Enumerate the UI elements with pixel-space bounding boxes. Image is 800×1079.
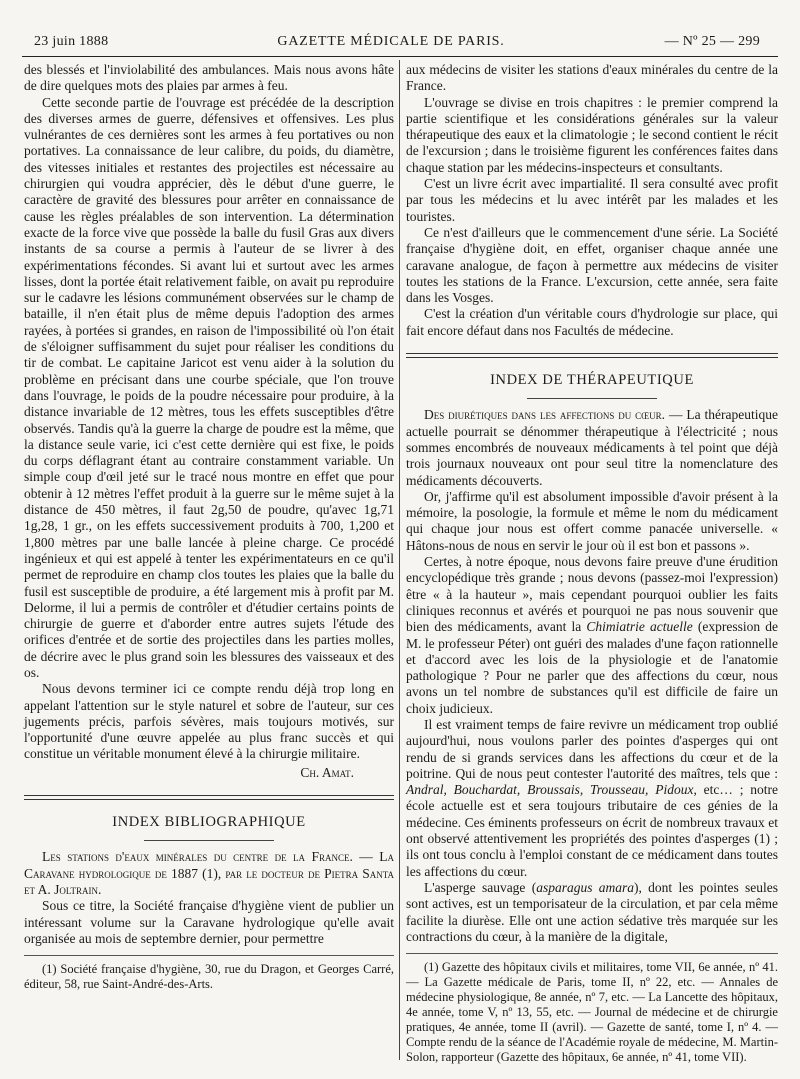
paragraph: aux médecins de visiter les stations d'eaux minérales du centre de la France. — [406, 62, 778, 94]
footnote-rule — [406, 953, 778, 954]
paragraph — [406, 717, 778, 880]
author-signature: Ch. Amat. — [300, 764, 354, 780]
paragraph — [406, 554, 778, 717]
bibliography-entry: Les stations d'eaux minérales du centre de la France. — La Caravane hydrologique de 1887 (1), par le docteur de Pietra Santa et A. Joltrain. — [24, 849, 394, 897]
footnote: (1) Gazette des hôpitaux civils et militaires, tome VII, 6e année, nº 41. — La Gazette médicale de Paris, tome II, nº 22, etc. — Annales de médecine physiologique, 8e année, nº 7, etc. — La Lancette des hôpitaux, 4e année, tome V, nº 13, 55, etc. — Journal de médecine et de chirurgie pratiques, 4e année, tome II (avril). — Gazette de santé, tome I, nº 4. — Compte rendu de la séance de l'Académie royale de médecine, M. Martin-Solon, rapporteur (Gazette des hôpitaux, 6e année, nº 41, tome VII). — [406, 960, 778, 1065]
paragraph: Nous devons terminer ici ce compte rendu déjà trop long en appelant l'attention sur le style naturel et sobre de l'auteur, sur ces jugements précis, parfois sévères, mais toujours motivés, sur l'opportunité d'une œuvre appelée au plus franc succès et qui constitue un véritable monument élevé à la chirurgie militaire. — [24, 681, 394, 762]
lead-text: — La thérapeutique actuelle pourrait se dénommer thérapeutique à l'électricité ; nous sommes encombrés de nouveaux médicaments à tel point que déjà trois journaux nouveaux ont pour seul titre la nomenclature des médicaments découverts. — [406, 407, 778, 488]
paragraph: des blessés et l'inviolabilité des ambulances. Mais nous avons hâte de dire quelques mots des plaies par armes à feu. — [24, 62, 394, 94]
section-title: INDEX BIBLIOGRAPHIQUE — [112, 814, 306, 831]
paragraph: L'ouvrage se divise en trois chapitres : le premier comprend la partie scientifique et les considérations générales sur la valeur thérapeutique des eaux et la climatologie ; le second contient le récit de l'excursion ; dans le troisième figurent les conférences faites dans chaque station par les médecins-inspecteurs et consultants. — [406, 94, 778, 175]
text-run: Certes, à notre époque, nous devons faire preuve d'une érudition encyclopédique très grande ; nous devons (passez-moi l'expression) être « à la hauteur », mais cependant pourquoi oublier les faits cliniques reconnus et avérés et pourquoi ne pas nous souvenir que bien des médicaments, avant la — [406, 554, 778, 635]
paragraph: Or, j'affirme qu'il est absolument impossible d'avoir présent à la mémoire, la posologie, la formule et même le nom du médicament qui chaque jour nous est offert comme panacée universelle. « Hâtons-nous de nous en servir le jour où il est bon et passons ». — [406, 488, 778, 553]
journal-title: GAZETTE MÉDICALE DE PARIS. — [277, 34, 505, 49]
paragraph — [406, 880, 778, 945]
paragraph: C'est la création d'un véritable cours d'hydrologie sur place, qui fait encore défaut dans nos Facultés de médecine. — [406, 306, 778, 338]
emphasis: Andral, Bouchardat, Broussais, Trousseau, Pidoux — [406, 782, 694, 798]
text-run: ), dont les pointes seules sont actives, est un temporisateur de la circulation, et par cela même facilite la diurèse. Elle ont une action sédative très marquée sur les contractions du cœur, à la manière de la digitale, — [406, 879, 779, 944]
header-rule — [22, 56, 778, 57]
text-run: L'asperge sauvage ( — [424, 879, 537, 895]
footnote: (1) Société française d'hygiène, 30, rue du Dragon, et Georges Carré, éditeur, 58, rue Saint-André-des-Arts. — [24, 962, 394, 992]
section-double-rule — [24, 795, 394, 800]
title-rule — [144, 840, 274, 841]
section-double-rule — [406, 353, 778, 358]
paragraph: Sous ce titre, la Société française d'hygiène vient de publier un intéressant volume sur la Caravane hydrologique qu'elle avait organisée au mois de septembre dernier, pour permettre — [24, 898, 394, 946]
emphasis: Chimiatrie actuelle — [586, 619, 693, 635]
page-header — [22, 34, 760, 56]
paragraph: Cette seconde partie de l'ouvrage est précédée de la description des diverses armes de guerre, défensives et offensives. Les plus vulnérantes de ces dernières sont les armes à feu portatives ou non portatives. La connaissance de leur calibre, du poids, du diamètre, des vitesses initiales et restantes des projectiles est nécessaire au chirurgien qui voudra apprécier, dès le début d'une guerre, le caractère de gravité des blessures pour arrêter en connaissance de cause les règles préalables de son intervention. La détermination exacte de la force vive que possède la balle du fusil Gras aux divers instants de sa course a permis à l'auteur de se livrer à des expérimentations fécondes. Si avant lui et surtout avec les armes lisses, dont la portée était relativement faible, on avait pu reproduire sur le cadavre les lésions communément observées sur le champ de bataille, il n'en était plus de même depuis l'adoption des armes rayées, à portées si grandes, en raison de l'impossibilité où l'on était de s'éloigner suffisamment du sujet pour réaliser les conditions du tir de combat. Le capitaine Jaricot est venu aider à la solution du problème en précisant dans une courbe spéciale, que l'on trouve dans l'ouvrage, le poids de la poudre nécessaire pour produire, à la distance invariable de 12 mètres, tous les effets susceptibles d'être observés. Tandis qu'à la guerre la charge de poudre est la même, que la distance seule varie, ici c'est cette dernière qui est fixe, le poids du corps déflagrant étant au contraire constamment variable. Un simple coup d'œil jeté sur le tracé nous montre en effet que pour obtenir à 12 mètres l'effet produit à la guerre sur le même sujet à la distance de 450 mètres, il faut 2g,50 de poudre, qu'avec 1g,71 1g,28, 1 gr., on les effets successivement produits à 700, 1,200 et 1,800 mètres par une balle lancée à pleine charge. Ce procédé ingénieux et qui est appelé à tenter les expérimentateurs en ce qu'il permet de reproduire en champ clos toutes les plaies que la balle du fusil est susceptible de produire, a été largement mis à profit par M. Delorme, il lui a permis de contrôler et d'étudier certains points de chirurgie de guerre et d'aborder entre autres sujets l'étude des orifices d'entrée et de sortie des projectiles dans les parties molles, de décrire avec le plus grand soin les blessures des vaisseaux et des os. — [24, 94, 394, 680]
section-title: INDEX DE THÉRAPEUTIQUE — [490, 372, 694, 389]
left-column — [24, 62, 394, 992]
text-run: , etc… ; notre école actuelle est et sera toujours tributaire de ces génies de la médecine. Ces éminents professeurs on écrit de nombreux travaux et ont observé attentivement les propriétés des pointes d'asperges (1) ; ils ont tous conclu à l'emploi constant de ce médicament dans toutes les affections du cœur. — [406, 782, 778, 879]
title-rule — [527, 398, 657, 399]
paragraph — [406, 407, 778, 488]
text-run: Il est vraiment temps de faire revivre un médicament trop oublié aujourd'hui, nous voulons parler des pointes d'asperges qui ont rendu de si grands services dans les affections du cœur et de la poitrine. Qui de nous peut contester l'autorité des maîtres, tels que : — [406, 716, 778, 781]
lead-heading: Des diurétiques dans les affections du cœur. — [424, 407, 666, 423]
paragraph: Ce n'est d'ailleurs que le commencement d'une série. La Société française d'hygiène doit, en effet, organiser chaque année une caravane analogue, de façon à permettre aux médecins de visiter toutes les stations de la France. L'excursion, cette année, sera faite dans les Vosges. — [406, 224, 778, 306]
footnote-rule — [24, 955, 394, 956]
paragraph: C'est un livre écrit avec impartialité. Il sera consulté avec profit par tous les médecins et lu avec intérêt par les malades et les touristes. — [406, 176, 778, 224]
text-run: (expression de M. le professeur Péter) ont guéri des malades d'une façon rationnelle et d'accord avec les lois de la physiologie et de l'anatomie pathologique ? Pour ne parler que des affections du cœur, nous avons un tel nombre de substances qu'il est difficile de faire un choix judicieux. — [406, 619, 778, 716]
issue-date: 23 juin 1888 — [34, 34, 109, 49]
emphasis: asparagus amara — [536, 879, 635, 895]
issue-page-number: — Nº 25 — 299 — [664, 34, 760, 49]
right-column — [406, 62, 778, 1065]
column-divider — [399, 60, 400, 1060]
